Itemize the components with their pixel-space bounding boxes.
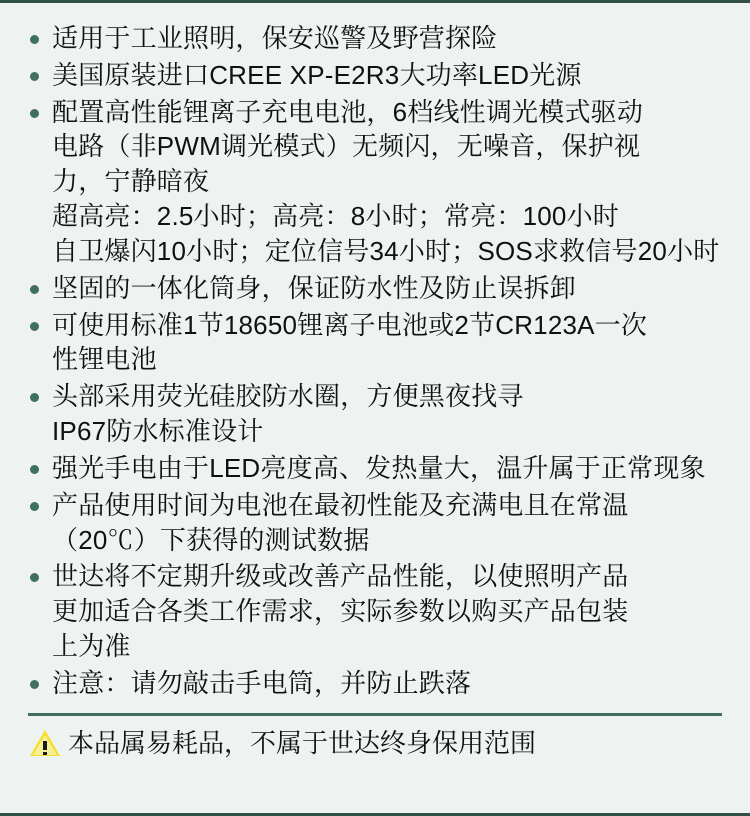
bullet-icon xyxy=(30,322,39,331)
bullet-icon xyxy=(30,680,39,689)
list-item-line: 超高亮：2.5小时；高亮：8小时；常亮：100小时 xyxy=(52,201,619,232)
list-item xyxy=(26,271,724,306)
bullet-icon xyxy=(30,573,39,582)
list-item-line: 配置高性能锂离子充电电池，6档线性调光模式驱动 xyxy=(52,96,644,127)
list-item xyxy=(26,559,724,663)
list-item xyxy=(26,58,724,93)
list-item-line: 性锂电池 xyxy=(52,344,157,375)
bullet-icon xyxy=(30,465,39,474)
list-item-line: 适用于工业照明，保安巡警及野营探险 xyxy=(52,23,498,53)
list-item-line: 注意：请勿敲击手电筒，并防止跌落 xyxy=(52,667,472,698)
list-item xyxy=(26,95,724,269)
list-item-line: 坚固的一体化筒身，保证防水性及防止误拆卸 xyxy=(52,272,577,303)
divider xyxy=(28,713,722,716)
list-item xyxy=(26,379,724,449)
bullet-icon xyxy=(30,502,39,511)
bullet-icon xyxy=(30,393,39,402)
list-item-line: 力，宁静暗夜 xyxy=(52,166,210,197)
list-item-line: 头部采用荧光硅胶防水圈，方便黑夜找寻 xyxy=(52,381,524,412)
list-item xyxy=(26,21,724,56)
bullet-icon xyxy=(30,285,39,294)
list-item-line: 上为准 xyxy=(52,631,131,662)
list-item-line: 可使用标准1节18650锂离子电池或2节CR123A一次 xyxy=(52,309,648,340)
list-item-line: 美国原装进口CREE XP-E2R3大功率LED光源 xyxy=(52,59,582,90)
list-item-line: 强光手电由于LED亮度高、发热量大，温升属于正常现象 xyxy=(52,452,706,483)
list-item-line: （20℃）下获得的测试数据 xyxy=(52,524,370,555)
specification-list xyxy=(26,21,724,701)
list-item-line: 更加适合各类工作需求，实际参数以购买产品包装 xyxy=(52,596,629,627)
bullet-icon xyxy=(30,72,39,81)
list-item xyxy=(26,666,724,701)
list-item xyxy=(26,451,724,486)
warning-triangle-icon xyxy=(30,730,60,757)
bullet-icon xyxy=(30,35,39,44)
list-item xyxy=(26,488,724,558)
list-item-line: 世达将不定期升级或改善产品性能，以使照明产品 xyxy=(52,561,629,592)
list-item-line: IP67防水标准设计 xyxy=(52,416,264,447)
warning-note xyxy=(26,728,724,759)
list-item xyxy=(26,308,724,378)
bullet-icon xyxy=(30,109,39,118)
list-item-line: 电路（非PWM调光模式）无频闪，无噪音，保护视 xyxy=(52,131,641,162)
list-item-line: 自卫爆闪10小时；定位信号34小时；SOS求救信号20小时 xyxy=(52,235,720,266)
warning-note-text: 本品属易耗品，不属于世达终身保用范围 xyxy=(68,727,537,758)
list-item-line: 产品使用时间为电池在最初性能及充满电且在常温 xyxy=(52,489,629,520)
